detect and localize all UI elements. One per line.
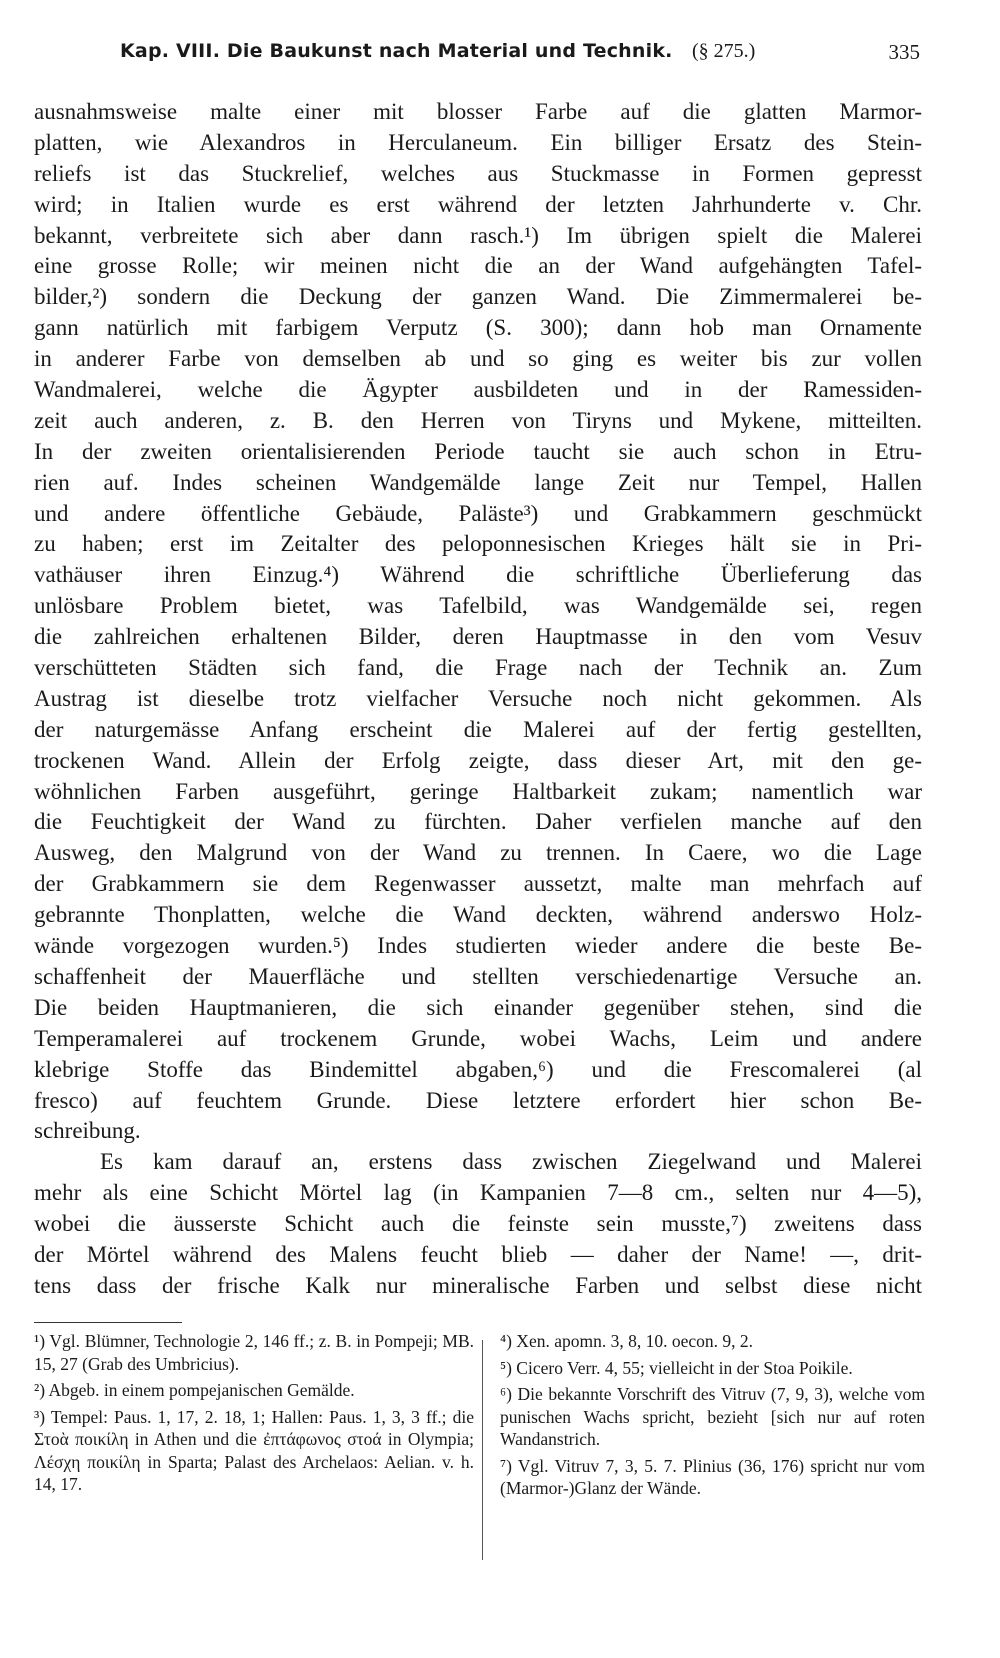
text-line: trockenen Wand. Allein der Erfolg zeigte, dass dieser Art, mit den ge-: [34, 747, 922, 773]
text-line: der Grabkammern sie dem Regenwasser aussetzt, malte man mehrfach auf: [34, 871, 922, 897]
footnotes-right-column: [500, 1330, 925, 1504]
text-line: Temperamalerei auf trockenem Grunde, wobei Wachs, Leim und andere: [34, 1025, 922, 1051]
section-reference: (§ 275.): [692, 40, 756, 62]
text-line: reliefs ist das Stuckrelief, welches aus Stuckmasse in Formen gepresst: [34, 160, 922, 186]
text-line: gebrannte Thonplatten, welche die Wand deckten, während anderswo Holz-: [34, 902, 922, 928]
text-line: Ausweg, den Malgrund von der Wand zu trennen. In Caere, wo die Lage: [34, 840, 922, 866]
footnote: ²) Abgeb. in einem pompejanischen Gemälde.: [34, 1380, 355, 1400]
text-line: wird; in Italien wurde es erst während der letzten Jahrhunderte v. Chr.: [34, 191, 922, 217]
text-line: zeit auch anderen, z. B. den Herren von Tiryns und Mykene, mitteilten.: [34, 407, 922, 433]
footnote: ¹) Vgl. Blümner, Technologie 2, 146 ff.; z. B. in Pompeji; MB. 15, 27 (Grab des Umbricius).: [34, 1331, 474, 1374]
main-text: [34, 97, 922, 1302]
text-line: und andere öffentliche Gebäude, Paläste³) und Grabkammern geschmückt: [34, 500, 922, 526]
footnote-column-divider: [482, 1340, 483, 1560]
page-number: 335: [888, 40, 920, 64]
text-line: Die beiden Hauptmanieren, die sich einander gegenüber stehen, sind die: [34, 994, 922, 1020]
text-line: gann natürlich mit farbigem Verputz (S. 300); dann hob man Ornamente: [34, 315, 922, 341]
footnote: ³) Tempel: Paus. 1, 17, 2. 18, 1; Hallen: Paus. 1, 3, 3 ff.; die Στοὰ ποικίλη in Athen und die ἐπτάφωνος στοά in Olympia; Λέσχη ποικίλη in Sparta; Palast des Archelaos: Aelian. v. h. 14, 17.: [34, 1406, 474, 1494]
text-line: schreibung.: [34, 1118, 141, 1144]
page-header: [120, 40, 920, 80]
text-line: wände vorgezogen wurden.⁵) Indes studierten wieder andere die beste Be-: [34, 933, 922, 959]
text-line: klebrige Stoffe das Bindemittel abgaben,⁶) und die Frescomalerei (al: [34, 1056, 922, 1082]
text-line: die Feuchtigkeit der Wand zu fürchten. Daher verfielen manche auf den: [34, 809, 922, 835]
footnote: ⁵) Cicero Verr. 4, 55; vielleicht in der Stoa Poikile.: [500, 1357, 853, 1378]
footnotes-left-column: [34, 1330, 474, 1500]
text-line: zu haben; erst im Zeitalter des peloponnesischen Krieges hält sie in Pri-: [34, 531, 922, 557]
text-line: mehr als eine Schicht Mörtel lag (in Kampanien 7—8 cm., selten nur 4—5),: [34, 1180, 922, 1206]
text-line: tens dass der frische Kalk nur mineralische Farben und selbst diese nicht: [34, 1272, 922, 1298]
text-line: platten, wie Alexandros in Herculaneum. Ein billiger Ersatz des Stein-: [34, 129, 922, 155]
text-line: Es kam darauf an, erstens dass zwischen Ziegelwand und Malerei: [100, 1149, 922, 1175]
text-line: eine grosse Rolle; wir meinen nicht die an der Wand aufgehängten Tafel-: [34, 253, 922, 279]
text-line: rien auf. Indes scheinen Wandgemälde lange Zeit nur Tempel, Hallen: [34, 469, 922, 495]
text-line: verschütteten Städten sich fand, die Frage nach der Technik an. Zum: [34, 655, 922, 681]
text-line: Wandmalerei, welche die Ägypter ausbildeten und in der Ramessiden-: [34, 377, 922, 403]
footnote: ⁴) Xen. apomn. 3, 8, 10. oecon. 9, 2.: [500, 1331, 753, 1351]
footnote: ⁷) Vgl. Vitruv 7, 3, 5. 7. Plinius (36, 176) spricht nur vom (Marmor-)Glanz der Wände.: [500, 1455, 925, 1498]
text-line: fresco) auf feuchtem Grunde. Diese letztere erfordert hier schon Be-: [34, 1087, 922, 1113]
text-line: die zahlreichen erhaltenen Bilder, deren Hauptmasse in den vom Vesuv: [34, 624, 922, 650]
text-line: In der zweiten orientalisierenden Periode taucht sie auch schon in Etru-: [34, 438, 922, 464]
text-line: ausnahmsweise malte einer mit blosser Farbe auf die glatten Marmor-: [34, 99, 922, 124]
text-line: vathäuser ihren Einzug.⁴) Während die schriftliche Überlieferung das: [34, 562, 922, 588]
text-line: Austrag ist dieselbe trotz vielfacher Versuche noch nicht gekommen. Als: [34, 685, 922, 711]
text-line: bekannt, verbreitete sich aber dann rasch.¹) Im übrigen spielt die Malerei: [34, 222, 922, 248]
footnote: ⁶) Die bekannte Vorschrift des Vitruv (7, 9, 3), welche vom punischen Wachs spricht, bezieht [sich nur auf roten Wandanstrich.: [500, 1384, 925, 1449]
footnote-rule: [34, 1322, 182, 1323]
text-line: schaffenheit der Mauerfläche und stellten verschiedenartige Versuche an.: [34, 963, 922, 989]
text-line: bilder,²) sondern die Deckung der ganzen Wand. Die Zimmermalerei be-: [34, 284, 922, 310]
text-line: der Mörtel während des Malens feucht blieb — daher der Name! —, drit-: [34, 1241, 922, 1267]
text-line: der naturgemässe Anfang erscheint die Malerei auf der fertig gestellten,: [34, 716, 922, 742]
text-line: in anderer Farbe von demselben ab und so ging es weiter bis zur vollen: [34, 346, 922, 372]
running-title: Kap. VIII. Die Baukunst nach Material und Technik.: [120, 40, 673, 62]
text-line: wobei die äusserste Schicht auch die feinste sein musste,⁷) zweitens dass: [34, 1211, 922, 1237]
text-line: unlösbare Problem bietet, was Tafelbild, was Wandgemälde sei, regen: [34, 593, 922, 619]
text-line: wöhnlichen Farben ausgeführt, geringe Haltbarkeit zukam; namentlich war: [34, 778, 922, 804]
